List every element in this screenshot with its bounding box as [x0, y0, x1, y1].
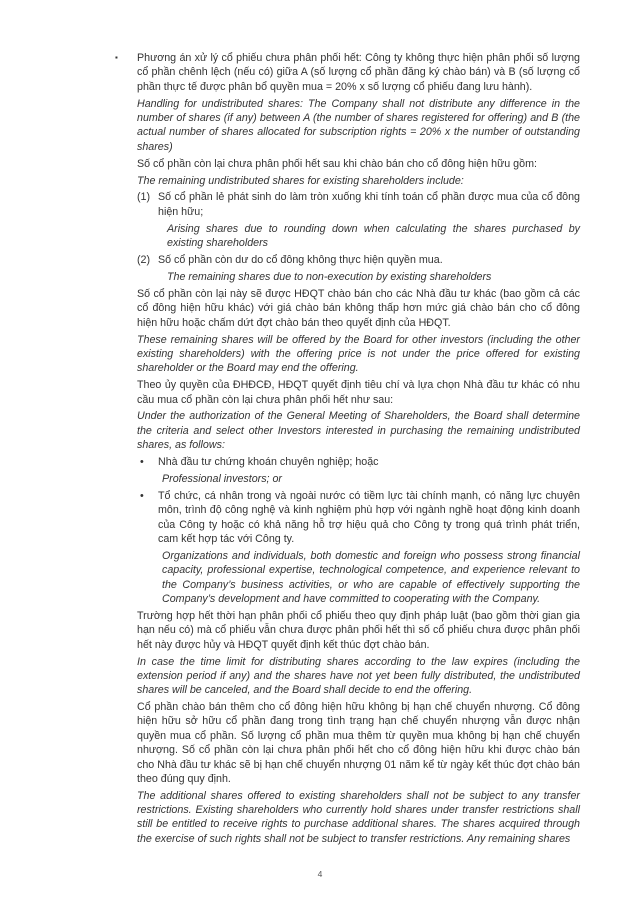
para-vn-transfer-restrictions: Cổ phần chào bán thêm cho cổ đông hiện hữu không bị hạn chế chuyển nhượng. Cổ đông hiện hữu sở hữu cổ phần đang trong tình trạng hạn chế chuyển nhượng vẫn được nhận quyền mua cổ phần. Số lượng cổ phần mua thêm từ quyền mua không bị hạn chế chuyển nhượng. Số cổ phần còn lại chưa phân phối hết cho cổ đông hiện hữu khi được chào bán cho Nhà đầu tư khác sẽ bị hạn chế chuyển nhượng 01 năm kể từ ngày kết thúc đợt chào bán theo đúng quy định.	[137, 701, 580, 785]
bullet-item-professional-investors-vn	[137, 455, 580, 469]
dot-bullet-icon: •	[140, 489, 144, 502]
item-number: (1)	[137, 191, 151, 204]
para-vn-board-offer-other-investors: Số cổ phần còn lại này sẽ được HĐQT chào bán cho các Nhà đầu tư khác (bao gồm cả các cổ đông hiện hữu khác) với giá chào bán không thấp hơn mức giá chào bán cho cổ đông hiện hữu hoặc chấm dứt đợt chào bán theo quyết định của HĐQT.	[137, 287, 580, 329]
para-en-remaining-shares-intro: The remaining undistributed shares for existing shareholders include:	[137, 174, 464, 187]
item-number: (2)	[137, 254, 151, 267]
numbered-item-2	[137, 253, 580, 267]
square-bullet-icon: ▪	[115, 53, 118, 62]
para-en-transfer-restrictions: The additional shares offered to existing shareholders shall not be subject to any transfer restrictions. Existing shareholders who currently hold shares under transfer restrictions shall still be entitled to receive rights to purchase additional shares. The shares acquired through the exercise of such rights shall not be subject to transfer restrictions. Any remaining shares	[137, 789, 580, 845]
dot-bullet-icon: •	[140, 456, 144, 469]
bullet-item-text: Phương án xử lý cổ phiếu chưa phân phối hết: Công ty không thực hiện phân phối số lượng cổ phần chênh lệch (nếu có) giữa A (số lượng cổ phần đăng ký chào bán) và B (số lượng cổ phần thực tế được phân bổ quyền mua = 20% x số lượng cổ phiếu đang lưu hành).	[137, 52, 580, 93]
numbered-item-1	[137, 190, 580, 219]
document-body	[115, 51, 580, 849]
para-en-remaining-non-execution: The remaining shares due to non-execution by existing shareholders	[167, 270, 492, 283]
bullet-item-text: Tổ chức, cá nhân trong và ngoài nước có tiềm lực tài chính mạnh, có năng lực chuyên môn, trình độ công nghệ và kinh nghiệm phù hợp với ngành nghề hoạt động kinh doanh của Công ty hoặc có khả năng hỗ trợ hiệu quả cho Công ty trong quá trình phát triển, cam kết hợp tác với Công ty.	[158, 489, 580, 545]
para-en-organizations: Organizations and individuals, both domestic and foreign who possess strong financial capacity, professional expertise, technological competence, and experience relevant to the Company’s business activities, or who are capable of effectively supporting the Company’s development and have committed to cooperating with the Company.	[162, 549, 580, 605]
numbered-item-text: Số cổ phần lẻ phát sinh do làm tròn xuống khi tính toán cổ phần được mua của cổ đông hiện hữu;	[158, 191, 580, 218]
para-vn-time-limit: Trường hợp hết thời hạn phân phối cổ phiếu theo quy định pháp luật (bao gồm thời gian gia hạn nếu có) mà cổ phiếu vẫn chưa được phân phối hết thì số cổ phiếu chưa được phân phối hết này được hủy và HĐQT quyết định kết thúc đợt chào bán.	[137, 609, 580, 651]
para-en-time-limit: In case the time limit for distributing shares according to the law expires (including the extension period if any) and the shares have not yet been fully distributed, the undistributed shares will be canceled, and the Board shall decide to end the offering.	[137, 655, 580, 697]
para-en-authorization: Under the authorization of the General Meeting of Shareholders, the Board shall determine the criteria and select other Investors interested in purchasing the remaining undistributed shares, as follows:	[137, 410, 580, 452]
para-en-professional-investors: Professional investors; or	[162, 473, 282, 485]
para-en-arising-shares: Arising shares due to rounding down when calculating the shares purchased by existing shareholders	[167, 222, 580, 250]
para-vn-authorization: Theo ủy quyền của ĐHĐCĐ, HĐQT quyết định tiêu chí và lựa chọn Nhà đầu tư khác có nhu cầu mua cổ phần còn lại chưa phân phối hết như sau:	[137, 379, 580, 406]
para-vn-remaining-shares-intro: Số cổ phần còn lại chưa phân phối hết sau khi chào bán cho cổ đông hiện hữu gồm:	[137, 157, 537, 170]
bullet-item-organizations-vn	[137, 489, 580, 546]
para-en-board-offer-other-investors: These remaining shares will be offered by the Board for other investors (including the other existing shareholders) with the offering price is not under the price offered for existing shareholder or the Board may end the offering.	[137, 333, 580, 375]
numbered-item-text: Số cổ phần còn dư do cổ đông không thực hiện quyền mua.	[158, 254, 443, 267]
bullet-item-text: Nhà đầu tư chứng khoán chuyên nghiệp; hoặc	[158, 456, 379, 469]
page-number: 4	[317, 869, 323, 879]
bullet-item-undistributed-plan	[115, 51, 580, 94]
para-en-handling-undistributed: Handling for undistributed shares: The Company shall not distribute any difference in the number of shares (if any) between A (the number of shares registered for offering) and B (the actual number of shares allocated for subscription rights = 20% x the number of outstanding shares)	[137, 97, 580, 153]
